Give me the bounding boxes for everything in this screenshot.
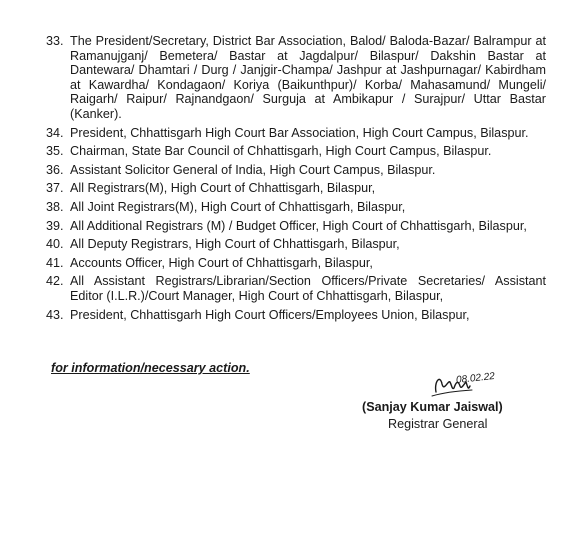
recipient-item (46, 126, 546, 141)
signatory-name: (Sanjay Kumar Jaiswal) (362, 400, 503, 414)
recipient-item (46, 219, 546, 234)
recipient-item (46, 274, 546, 303)
recipient-text: Assistant Solicitor General of India, High Court Campus, Bilaspur. (70, 162, 436, 177)
recipient-item (46, 237, 546, 252)
recipient-text: The President/Secretary, District Bar Association, Balod/ Baloda-Bazar/ Balrampur at Ramanujganj/ Bemetera/ Bastar at Jagdalpur/ Bilaspur/ Dakshin Bastar at Dantewara/ Dhamtari / Durg / Janjgir-Champa/ Jashpur at Jashpurnagar/ Kabirdham at Kawardha/ Kondagaon/ Koriya (Baikunthpur)/ Korba/ Mahasamund/ Mungeli/ Raigarh/ Raipur/ Rajnandgaon/ Surguja at Ambikapur / Surajpur/ Uttar Bastar (Kanker). (70, 34, 546, 121)
recipient-number: 34. (46, 125, 64, 140)
recipient-number: 33. (46, 34, 64, 48)
signatory-designation: Registrar General (388, 417, 488, 431)
recipient-item (46, 308, 546, 323)
recipient-text: President, Chhattisgarh High Court Officers/Employees Union, Bilaspur, (70, 307, 470, 322)
recipient-number: 38. (46, 199, 64, 214)
recipient-number: 40. (46, 237, 64, 252)
action-line: for information/necessary action. (51, 361, 250, 375)
recipient-item (46, 256, 546, 271)
recipient-number: 41. (46, 255, 64, 270)
recipient-number: 36. (46, 162, 64, 177)
recipient-text: Accounts Officer, High Court of Chhattisgarh, Bilaspur, (70, 255, 373, 270)
recipient-text: All Joint Registrars(M), High Court of Chhattisgarh, Bilaspur, (70, 199, 406, 214)
recipient-item (46, 181, 546, 196)
recipient-number: 43. (46, 307, 64, 322)
recipient-item (46, 200, 546, 215)
recipient-item (46, 144, 546, 159)
recipient-text: All Registrars(M), High Court of Chhattisgarh, Bilaspur, (70, 181, 376, 196)
recipient-number: 39. (46, 218, 64, 233)
recipient-list (46, 34, 546, 326)
recipient-text: Chairman, State Bar Council of Chhattisgarh, High Court Campus, Bilaspur. (70, 144, 492, 159)
recipient-text: All Additional Registrars (M) / Budget Officer, High Court of Chhattisgarh, Bilaspur, (70, 218, 527, 233)
recipient-text: All Deputy Registrars, High Court of Chhattisgarh, Bilaspur, (70, 237, 400, 252)
recipient-item (46, 34, 546, 122)
recipient-number: 37. (46, 181, 64, 196)
recipient-number: 42. (46, 274, 64, 289)
recipient-text: All Assistant Registrars/Librarian/Section Officers/Private Secretaries/ Assistant Editor (I.L.R.)/Court Manager, High Court of Chhattisgarh, Bilaspur, (70, 274, 546, 303)
recipient-item (46, 163, 546, 178)
recipient-number: 35. (46, 144, 64, 159)
signature-date: 08.02.22 (455, 370, 496, 387)
recipient-text: President, Chhattisgarh High Court Bar Association, High Court Campus, Bilaspur. (70, 125, 529, 140)
